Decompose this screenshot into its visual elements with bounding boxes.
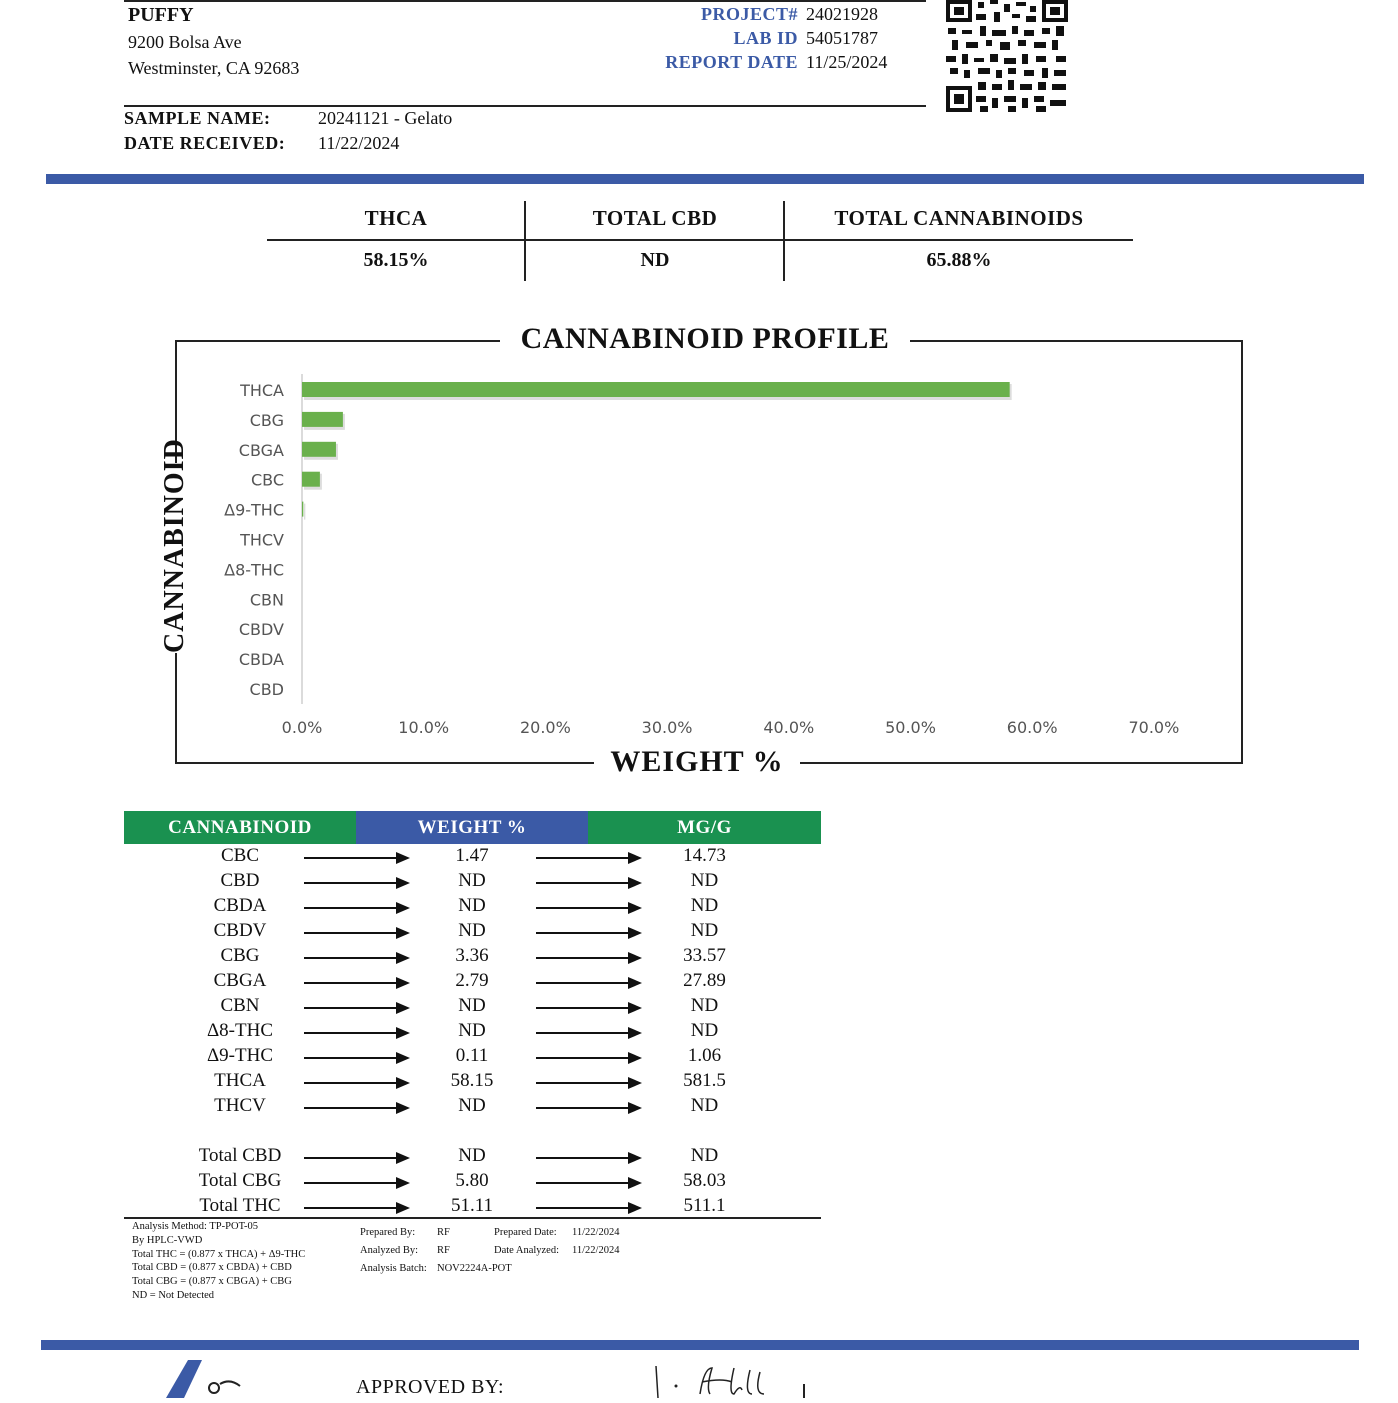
table-row: [124, 1020, 821, 1045]
note-line: Total THC = (0.877 x THCA) + Δ9-THC: [132, 1248, 306, 1260]
weight-percent-value: ND: [458, 920, 486, 941]
summary-total-cbd-header: TOTAL CBD: [592, 206, 718, 230]
table-header-cannabinoid: CANNABINOID: [124, 811, 356, 844]
chart-category-label: CBC: [250, 470, 284, 490]
summary-thca-value: 58.15%: [363, 249, 429, 271]
table-row: [124, 1095, 821, 1120]
table-row: [124, 1170, 821, 1195]
chart-bar-cbg: [302, 412, 343, 427]
chart-x-axis-title: WEIGHT %: [594, 745, 800, 779]
chart-bar-thca: [302, 382, 1010, 397]
section-divider: [46, 174, 1364, 184]
chart-category-label: CBDA: [238, 650, 284, 670]
table-row: [124, 845, 821, 870]
analysis-batch-value: NOV2224A-POT: [437, 1263, 512, 1274]
header-rule: [124, 105, 926, 107]
mg-per-g-value: 1.06: [687, 1045, 722, 1066]
prepared-date-value: 11/22/2024: [572, 1227, 620, 1238]
weight-percent-value: ND: [458, 1020, 486, 1041]
client-address-line1: 9200 Bolsa Ave: [128, 32, 242, 52]
cannabinoid-name: CBD: [220, 870, 260, 891]
cannabinoid-name: THCV: [214, 1095, 266, 1116]
chart-x-tick-label: 30.0%: [641, 718, 693, 737]
mg-per-g-value: ND: [690, 895, 719, 916]
weight-percent-value: 0.11: [455, 1045, 489, 1066]
note-line: By HPLC-VWD: [132, 1234, 203, 1246]
analysis-notes: [132, 1220, 305, 1303]
footer-divider: [41, 1340, 1359, 1350]
labid-label: LAB ID: [733, 28, 798, 48]
weight-percent-value: 58.15: [450, 1070, 494, 1091]
weight-percent-value: 1.47: [455, 845, 489, 866]
mg-per-g-value: 581.5: [683, 1070, 726, 1091]
mg-per-g-value: ND: [690, 920, 719, 941]
chart-x-tick-label: 0.0%: [281, 718, 323, 737]
chart-bar-shadow: [304, 504, 305, 520]
labid-value: 54051787: [806, 28, 878, 48]
chart-category-label: CBDV: [238, 620, 284, 640]
table-row: [124, 970, 821, 995]
table-row: [124, 995, 821, 1020]
approver-signature: [650, 1364, 820, 1403]
prepared-by-value: RF: [437, 1227, 450, 1238]
cannabinoid-name: Total CBD: [198, 1145, 282, 1166]
sample-name-label: SAMPLE NAME:: [124, 108, 271, 128]
client-address-line2: Westminster, CA 92683: [128, 58, 300, 78]
table-bottom-rule: [124, 1217, 821, 1219]
prepared-by-label: Prepared By:: [360, 1227, 416, 1238]
summary-total-cannabinoids-header: TOTAL CANNABINOIDS: [834, 206, 1084, 230]
mg-per-g-value: ND: [690, 1020, 719, 1041]
analyzed-by-value: RF: [437, 1245, 450, 1256]
chart-x-tick-label: 50.0%: [885, 718, 936, 737]
note-line: Total CBD = (0.877 x CBDA) + CBD: [132, 1262, 292, 1274]
chart-bar-δ9-thc: [302, 502, 303, 517]
approved-by-label: APPROVED BY:: [356, 1376, 505, 1398]
report-date-value: 11/25/2024: [806, 52, 888, 72]
mg-per-g-value: ND: [690, 995, 719, 1016]
cannabinoid-name: CBN: [220, 995, 260, 1016]
prep-date-values: [572, 1224, 619, 1260]
client-name: PUFFY: [128, 4, 194, 26]
project-value: 24021928: [806, 4, 878, 24]
cannabinoid-name: Total CBG: [198, 1170, 282, 1191]
cannabinoid-name: Total THC: [199, 1195, 281, 1216]
mg-per-g-value: ND: [690, 1145, 719, 1166]
chart-category-label: Δ8-THC: [224, 560, 284, 580]
chart-bar-cbga: [302, 442, 336, 457]
report-date-label: REPORT DATE: [665, 52, 798, 72]
mg-per-g-value: 27.89: [683, 970, 726, 991]
note-line: Analysis Method: TP-POT-05: [132, 1221, 259, 1232]
chart-x-tick-label: 40.0%: [763, 718, 815, 737]
analyzed-by-label: Analyzed By:: [360, 1245, 419, 1256]
mg-per-g-value: 33.57: [683, 945, 726, 966]
summary-rule: [267, 239, 1133, 241]
chart-category-label: CBD: [249, 680, 284, 699]
table-header-weight: WEIGHT %: [356, 811, 588, 844]
chart-x-tick-label: 20.0%: [519, 718, 571, 737]
summary-total-cbd-value: ND: [640, 249, 670, 271]
prep-date-labels: [494, 1224, 559, 1260]
chart-category-label: CBG: [249, 410, 284, 430]
summary-total-cannabinoids-value: 65.88%: [926, 249, 992, 271]
summary-thca-header: THCA: [364, 206, 428, 230]
mg-per-g-value: 14.73: [683, 845, 726, 866]
chart-category-label: CBGA: [238, 440, 284, 460]
note-line: ND = Not Detected: [132, 1289, 215, 1301]
mg-per-g-value: 58.03: [683, 1170, 726, 1191]
weight-percent-value: 3.36: [455, 945, 489, 966]
chart-x-tick-label: 60.0%: [1006, 718, 1058, 737]
chart-category-label: THCA: [240, 381, 284, 400]
table-row: [124, 945, 821, 970]
table-header-mgg: MG/G: [588, 811, 821, 844]
table-row: [124, 870, 821, 895]
table-row: [124, 1070, 821, 1095]
cannabinoid-name: CBDA: [213, 895, 267, 916]
chart-title: CANNABINOID PROFILE: [500, 322, 910, 356]
cannabinoid-name: CBG: [220, 945, 260, 966]
date-received-label: DATE RECEIVED:: [124, 133, 286, 153]
cannabinoid-profile-chart: [190, 370, 1230, 740]
date-analyzed-value: 11/22/2024: [572, 1245, 620, 1256]
weight-percent-value: ND: [458, 1095, 486, 1116]
prep-labels: [360, 1224, 427, 1278]
prepared-date-label: Prepared Date:: [494, 1227, 557, 1238]
weight-percent-value: ND: [458, 995, 486, 1016]
cannabinoid-name: Δ8-THC: [206, 1020, 274, 1041]
mg-per-g-value: 511.1: [683, 1195, 726, 1216]
table-row: [124, 1145, 821, 1170]
project-label: PROJECT#: [700, 4, 798, 24]
chart-y-axis-title: CANNABINOID: [159, 463, 195, 653]
weight-percent-value: 2.79: [455, 970, 489, 991]
cannabinoid-name: CBC: [220, 845, 260, 866]
table-row: [124, 895, 821, 920]
mg-per-g-value: ND: [690, 1095, 719, 1116]
lab-logo: [160, 1356, 260, 1403]
cannabinoid-name: CBDV: [213, 920, 267, 941]
weight-percent-value: ND: [458, 870, 486, 891]
date-received-value: 11/22/2024: [318, 133, 400, 153]
analysis-batch-label: Analysis Batch:: [360, 1263, 427, 1274]
sample-name-value: 20241121 - Gelato: [318, 108, 453, 128]
qr-code-icon: [946, 0, 1068, 117]
table-row: [124, 1045, 821, 1070]
chart-category-label: CBN: [249, 590, 284, 610]
table-row: [124, 920, 821, 945]
mg-per-g-value: ND: [690, 870, 719, 891]
chart-category-label: THCV: [240, 530, 284, 550]
chart-x-tick-label: 70.0%: [1128, 718, 1180, 737]
weight-percent-value: ND: [458, 1145, 486, 1166]
weight-percent-value: 51.11: [450, 1195, 494, 1216]
chart-bar-cbc: [302, 472, 320, 487]
chart-category-label: Δ9-THC: [224, 500, 284, 520]
cannabinoid-name: CBGA: [213, 970, 267, 991]
weight-percent-value: ND: [458, 895, 486, 916]
note-line: Total CBG = (0.877 x CBGA) + CBG: [132, 1276, 292, 1288]
date-analyzed-label: Date Analyzed:: [494, 1245, 560, 1256]
chart-x-tick-label: 10.0%: [398, 718, 450, 737]
weight-percent-value: 5.80: [455, 1170, 489, 1191]
cannabinoid-name: Δ9-THC: [206, 1045, 274, 1066]
top-rule: [124, 0, 926, 2]
cannabinoid-name: THCA: [214, 1070, 266, 1091]
